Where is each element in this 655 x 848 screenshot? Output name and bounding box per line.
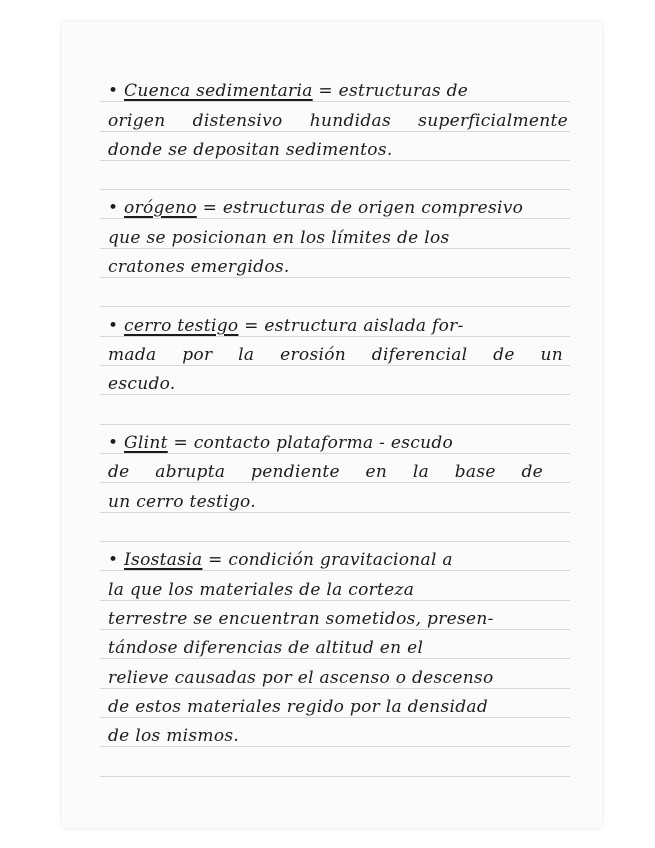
entry-isostasia-line-6: de estos materiales regido por la densidad: [108, 697, 489, 717]
ruled-line: [100, 541, 570, 542]
definition-text: = estructura aislada for-: [244, 316, 464, 336]
entry-cerro-testigo-line-2: mada por la erosión diferencial de un: [108, 345, 563, 365]
definition-text: = contacto plataforma - escudo: [173, 433, 454, 453]
entry-glint-line-1: • Glint = contacto plataforma - escudo: [108, 433, 454, 453]
entry-isostasia-line-1: • Isostasia = condición gravitacional a: [108, 550, 453, 570]
entry-cuenca-line-2: origen distensivo hundidas superficialmente: [108, 111, 568, 131]
term-orogeno: orógeno: [124, 198, 197, 218]
entry-cerro-testigo-line-3: escudo.: [108, 374, 176, 394]
entry-cerro-testigo-line-1: • cerro testigo = estructura aislada for-: [108, 316, 464, 336]
entry-cuenca-line-3: donde se depositan sedimentos.: [108, 140, 393, 160]
entry-cuenca-line-1: • Cuenca sedimentaria = estructuras de: [108, 81, 469, 101]
definition-text: = condición gravitacional a: [208, 550, 453, 570]
term-glint: Glint: [124, 433, 168, 453]
term-cuenca-sedimentaria: Cuenca sedimentaria: [124, 81, 313, 101]
entry-orogeno-line-3: cratones emergidos.: [108, 257, 290, 277]
entry-isostasia-line-3: terrestre se encuentran sometidos, presen-: [108, 609, 494, 629]
entry-orogeno-line-2: que se posicionan en los límites de los: [108, 228, 450, 248]
ruled-line: [100, 306, 570, 307]
entry-isostasia-line-5: relieve causadas por el ascenso o descenso: [108, 668, 494, 688]
ruled-line: [100, 189, 570, 190]
ruled-line: [100, 424, 570, 425]
entry-orogeno-line-1: • orógeno = estructuras de origen compresivo: [108, 198, 524, 218]
definition-text: = estructuras de: [318, 81, 469, 101]
entry-glint-line-3: un cerro testigo.: [108, 492, 256, 512]
ruled-line: [100, 776, 570, 777]
term-cerro-testigo: cerro testigo: [124, 316, 239, 336]
entry-isostasia-line-7: de los mismos.: [108, 726, 240, 746]
entry-glint-line-2: de abrupta pendiente en la base de: [108, 462, 543, 482]
entry-isostasia-line-2: la que los materiales de la corteza: [108, 580, 415, 600]
definition-text: = estructuras de origen compresivo: [202, 198, 524, 218]
term-isostasia: Isostasia: [124, 550, 203, 570]
entry-isostasia-line-4: tándose diferencias de altitud en el: [108, 638, 424, 658]
